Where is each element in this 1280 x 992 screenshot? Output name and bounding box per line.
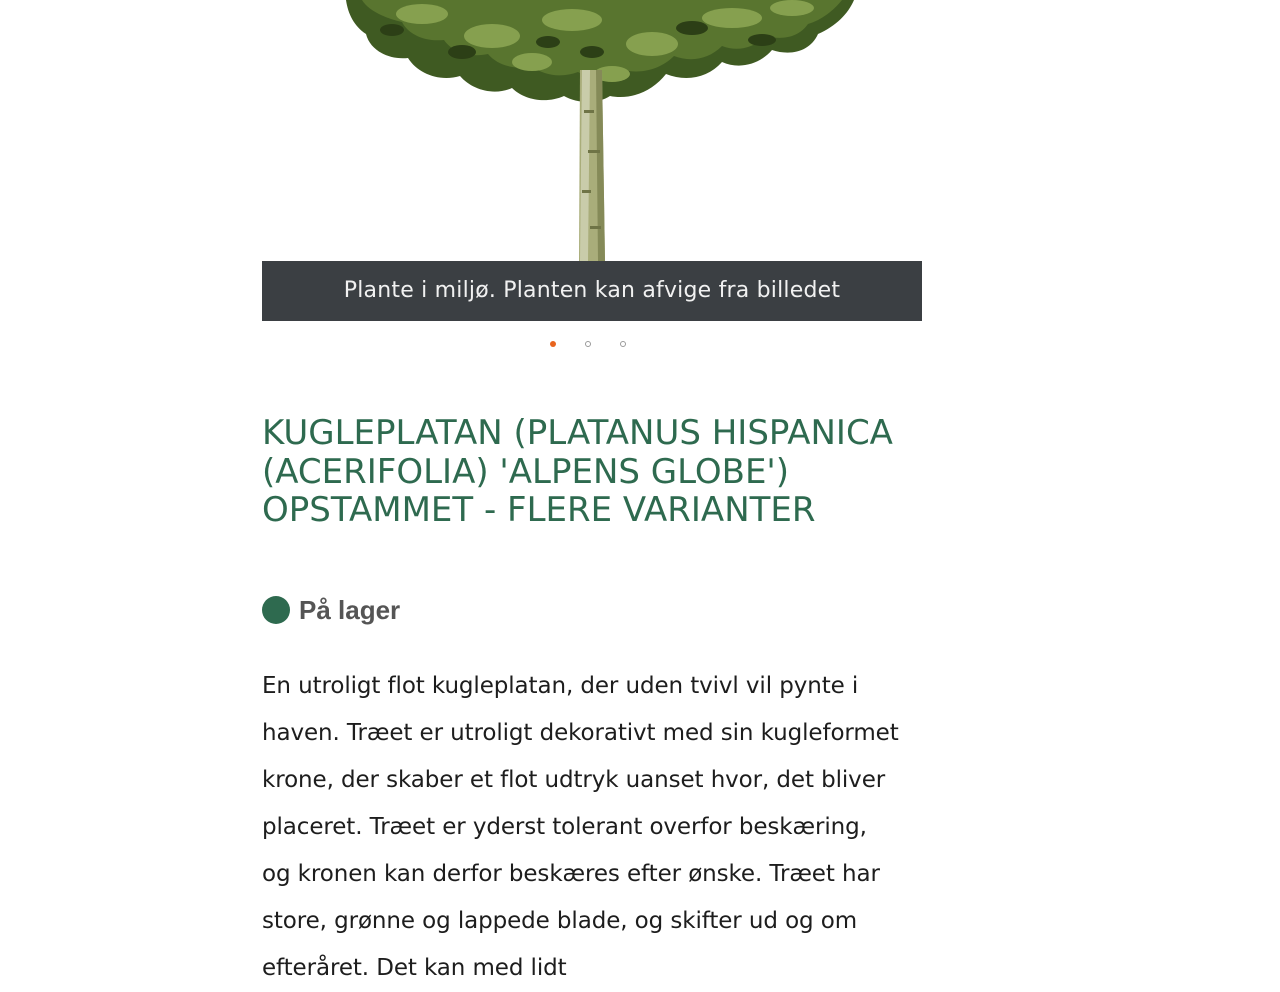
stock-indicator-icon bbox=[262, 596, 290, 624]
stock-status bbox=[262, 593, 400, 627]
stock-status-label: På lager bbox=[299, 594, 401, 625]
product-title: KUGLEPLATAN (PLATANUS HISPANICA (ACERIFOLIA) 'ALPENS GLOBE') OPSTAMMET - FLERE VARIANTER bbox=[262, 413, 893, 530]
product-image-carousel[interactable] bbox=[262, 0, 922, 321]
product-image[interactable] bbox=[262, 0, 922, 261]
carousel-pagination bbox=[262, 336, 922, 354]
carousel-dot-2[interactable] bbox=[585, 341, 591, 347]
image-caption: Plante i miljø. Planten kan afvige fra billedet bbox=[262, 261, 922, 321]
carousel-dot-1[interactable] bbox=[550, 341, 556, 347]
tree-image-icon bbox=[262, 0, 922, 261]
carousel-dot-3[interactable] bbox=[620, 341, 626, 347]
product-description: En utroligt flot kugleplatan, der uden tvivl vil pynte i haven. Træet er utroligt dekorativt med sin kugleformet krone, der skaber et flot udtryk uanset hvor, det bliver placeret. Træet er yderst tolerant overfor beskæring, og kronen kan derfor beskæres efter ønske. Træet har store, grønne og lappede blade, og skifter ud og om efteråret. Det kan med lidt bbox=[262, 673, 899, 981]
